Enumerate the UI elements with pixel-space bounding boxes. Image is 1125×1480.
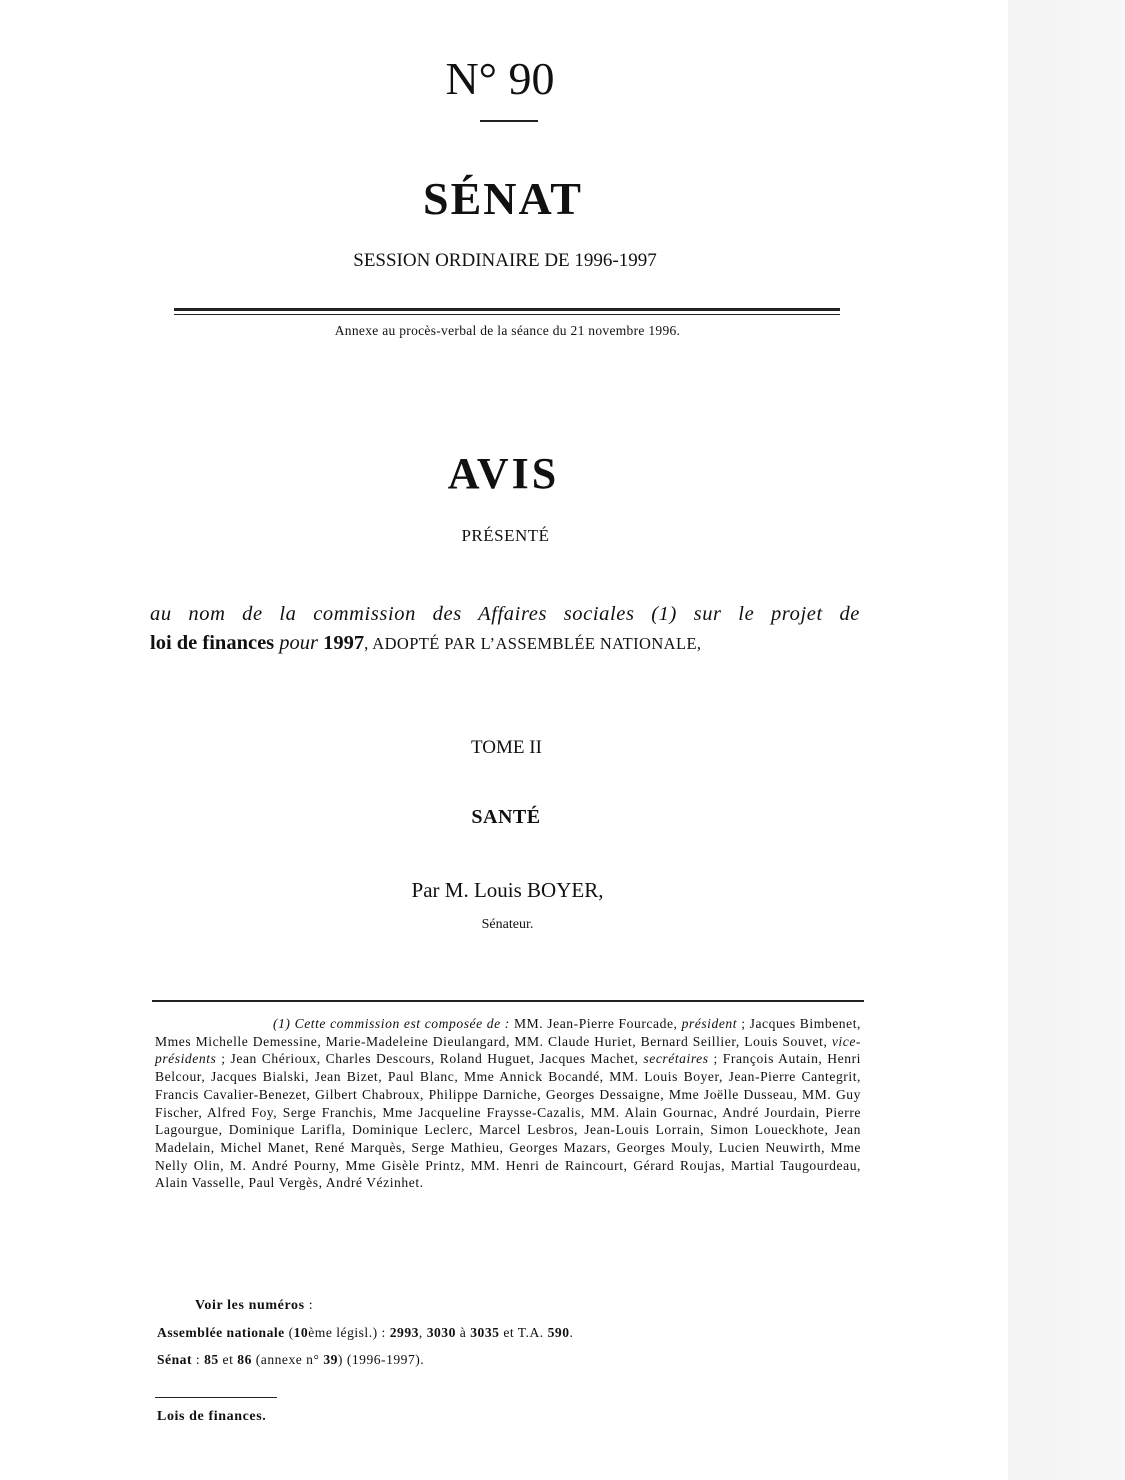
header-rule-thin xyxy=(174,314,840,315)
footnote-vice: vice-présidents xyxy=(155,1033,861,1067)
ref-senat-num-1: 85 xyxy=(204,1352,219,1367)
footnote-lead: (1) Cette commission est composée de : xyxy=(273,1016,510,1031)
ref-an-num-2: 3030 xyxy=(426,1325,456,1340)
voir-numeros xyxy=(195,1298,313,1314)
commission-footnote xyxy=(155,1015,861,1192)
ref-an-et: et T.A. xyxy=(499,1325,548,1340)
ref-an-a: à xyxy=(455,1325,471,1340)
ref-an-label: Assemblée nationale xyxy=(157,1325,285,1340)
reference-assemblee xyxy=(157,1325,573,1341)
footnote-text-4: ; François Autain, Henri Belcour, Jacques Bialski, Jean Bizet, Paul Blanc, Mme Annick Bocandé, MM. Louis Boyer, Jean-Pierre Cantegrit, Francis Cavalier-Benezet, Gilbert Chabroux, Philippe Darniche, Georges Dessaigne, Mme Joëlle Dusseau, MM. Guy Fischer, Alfred Foy, Serge Franchis, Mme Jacqueline Fraysse-Cazalis, MM. Alain Gournac, André Jourdain, Pierre Lagourgue, Dominique Larifla, Dominique Leclerc, Marcel Lesbros, Jean-Louis Lorrain, Simon Loueckhote, Jean Madelain, Michel Manet, René Marquès, Serge Mathieu, Georges Mazars, Georges Mouly, Lucien Neuwirth, Mme Nelly Olin, M. André Pourny, Mme Gisèle Printz, MM. Henri de Raincourt, Gérard Roujas, Martial Taugourdeau, Alain Vasselle, Paul Vergès, André Vézinhet. xyxy=(155,1051,861,1191)
footnote-text-2: ; Jacques Bimbenet, Mmes Michelle Demessine, Marie-Madeleine Dieulangard, MM. Claude Huriet, Bernard Seillier, Louis Souvet, xyxy=(155,1016,862,1049)
header-rule-thick xyxy=(174,308,840,311)
classification-label: Lois de finances. xyxy=(157,1409,267,1424)
ref-an-num-1: 2993 xyxy=(389,1325,419,1340)
ref-an-num-3: 3035 xyxy=(470,1325,500,1340)
ref-an-leg-suffix: ème législ.) : xyxy=(308,1325,390,1340)
presente-label: PRÉSENTÉ xyxy=(461,526,550,545)
ref-senat-colon: : xyxy=(191,1352,205,1367)
intro-line-1: au nom de la commission des Affaires sociales (1) sur le projet de xyxy=(150,603,860,625)
voir-label: Voir les numéros xyxy=(195,1298,305,1313)
ref-senat-num-2: 86 xyxy=(237,1352,252,1367)
ref-senat-end: ) (1996-1997). xyxy=(337,1352,425,1367)
ref-an-ta: 590 xyxy=(547,1325,570,1340)
ref-an-open: ( xyxy=(284,1325,294,1340)
intro-line-2 xyxy=(150,632,860,655)
footnote-secretaires: secrétaires xyxy=(643,1051,709,1067)
ref-senat-et: et xyxy=(218,1352,238,1367)
footnote-president: président xyxy=(681,1016,738,1031)
footnote-text-1: MM. Jean-Pierre Fourcade, xyxy=(509,1016,682,1031)
reference-senat xyxy=(157,1352,424,1368)
intro-for: pour xyxy=(274,632,324,654)
annexe-note: Annexe au procès-verbal de la séance du 21 novembre 1996. xyxy=(334,323,681,338)
scan-margin-shade xyxy=(1008,0,1125,1480)
institution-title: SÉNAT xyxy=(423,173,583,224)
classification-rule xyxy=(155,1397,277,1398)
author-role: Sénateur. xyxy=(481,917,534,932)
number-underline xyxy=(480,120,538,122)
ref-senat-label: Sénat xyxy=(157,1352,192,1367)
avis-title: AVIS xyxy=(447,449,560,498)
footnote-text-3: ; Jean Chérioux, Charles Descours, Roland Huguet, Jacques Machet, xyxy=(216,1051,644,1067)
ref-senat-annexe-open: (annexe n° xyxy=(251,1352,324,1367)
voir-colon: : xyxy=(304,1298,314,1313)
tome-label: TOME II xyxy=(471,737,542,758)
bill-name: loi de finances xyxy=(150,632,275,654)
ref-senat-annexe-num: 39 xyxy=(323,1352,338,1367)
ref-an-end: . xyxy=(569,1325,574,1340)
bill-year: 1997 xyxy=(323,632,365,654)
adoption-note: , ADOPTÉ PAR L’ASSEMBLÉE NATIONALE, xyxy=(364,634,702,653)
ref-an-sep: , xyxy=(418,1325,427,1340)
document-number: N° 90 xyxy=(445,53,555,104)
author-line: Par M. Louis BOYER, xyxy=(411,878,604,902)
subject-title: SANTÉ xyxy=(471,806,541,828)
footnote-rule xyxy=(152,1000,864,1002)
ref-an-leg: 10 xyxy=(293,1325,309,1340)
session-label: SESSION ORDINAIRE DE 1996-1997 xyxy=(353,250,657,271)
